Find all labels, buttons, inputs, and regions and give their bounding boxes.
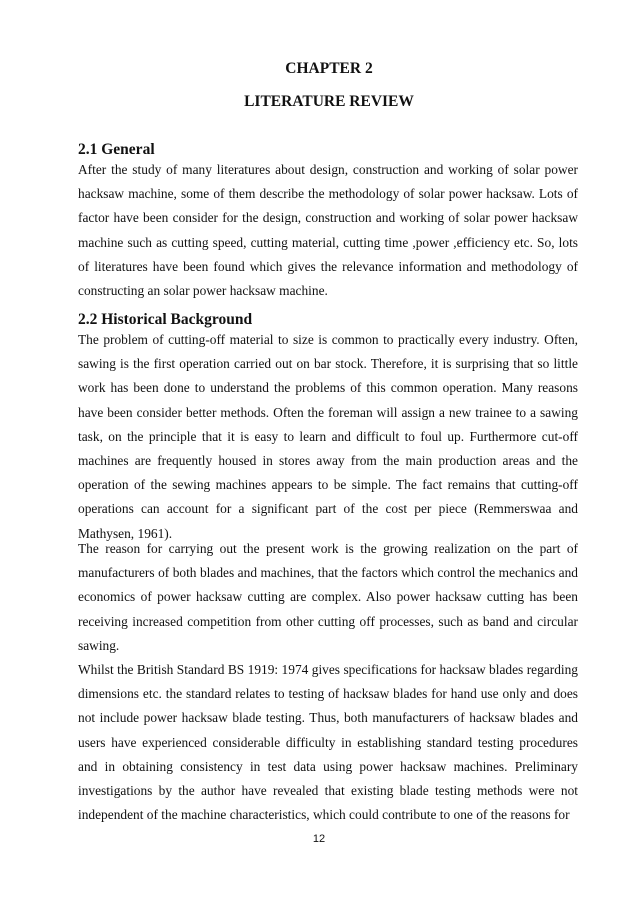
section-heading-general: 2.1 General (78, 141, 155, 158)
paragraph-british-standard: Whilst the British Standard BS 1919: 1974 gives specifications for hacksaw blades regarding dimensions etc. the standard relates to testing of hacksaw blades for hand use only and does not include power hacksaw blade testing. Thus, both manufacturers of hacksaw blades and users have experienced considerable difficulty in establishing standard testing procedures and in obtaining consistency in test data using power hacksaw machines. Preliminary investigations by the author have revealed that existing blade testing methods were not independent of the machine characteristics, which could contribute to one of the reasons for (78, 662, 578, 823)
section-heading-historical-background: 2.2 Historical Background (78, 311, 253, 328)
chapter-title: LITERATURE REVIEW (244, 93, 414, 110)
paragraph-cutting-off-problem: The problem of cutting-off material to size is common to practically every industry. Often, sawing is the first operation carried out on bar stock. Therefore, it is surprising that so little work has been done to understand the problems of this common operation. Many reasons have been consider better methods. Often the foreman will assign a new trainee to a sawing task, on the principle that it is easy to learn and difficult to foul up. Furthermore cut-off machines are frequently housed in stores away from the main production areas and the operation of the sewing machines appears to be simple. The fact remains that cutting-off operations can account for a significant part of the cost per piece (Remmerswaa and Mathysen, 1961). (78, 332, 578, 541)
page-number: 12 (312, 833, 326, 845)
chapter-number: CHAPTER 2 (285, 60, 373, 77)
paragraph-general: After the study of many literatures about design, construction and working of solar power hacksaw machine, some of them describe the methodology of solar power hacksaw. Lots of factor have been consider for the design, construction and working of solar power hacksaw machine such as cutting speed, cutting material, cutting time ,power ,efficiency etc. So, lots of literatures have been found which gives the relevance information and methodology of constructing an solar power hacksaw machine. (78, 162, 578, 299)
paragraph-reason-for-work: The reason for carrying out the present work is the growing realization on the part of manufacturers of both blades and machines, that the factors which control the mechanics and economics of power hacksaw cutting are complex. Also power hacksaw cutting has been receiving increased competition from other cutting off processes, such as band and circular sawing. (78, 541, 578, 653)
